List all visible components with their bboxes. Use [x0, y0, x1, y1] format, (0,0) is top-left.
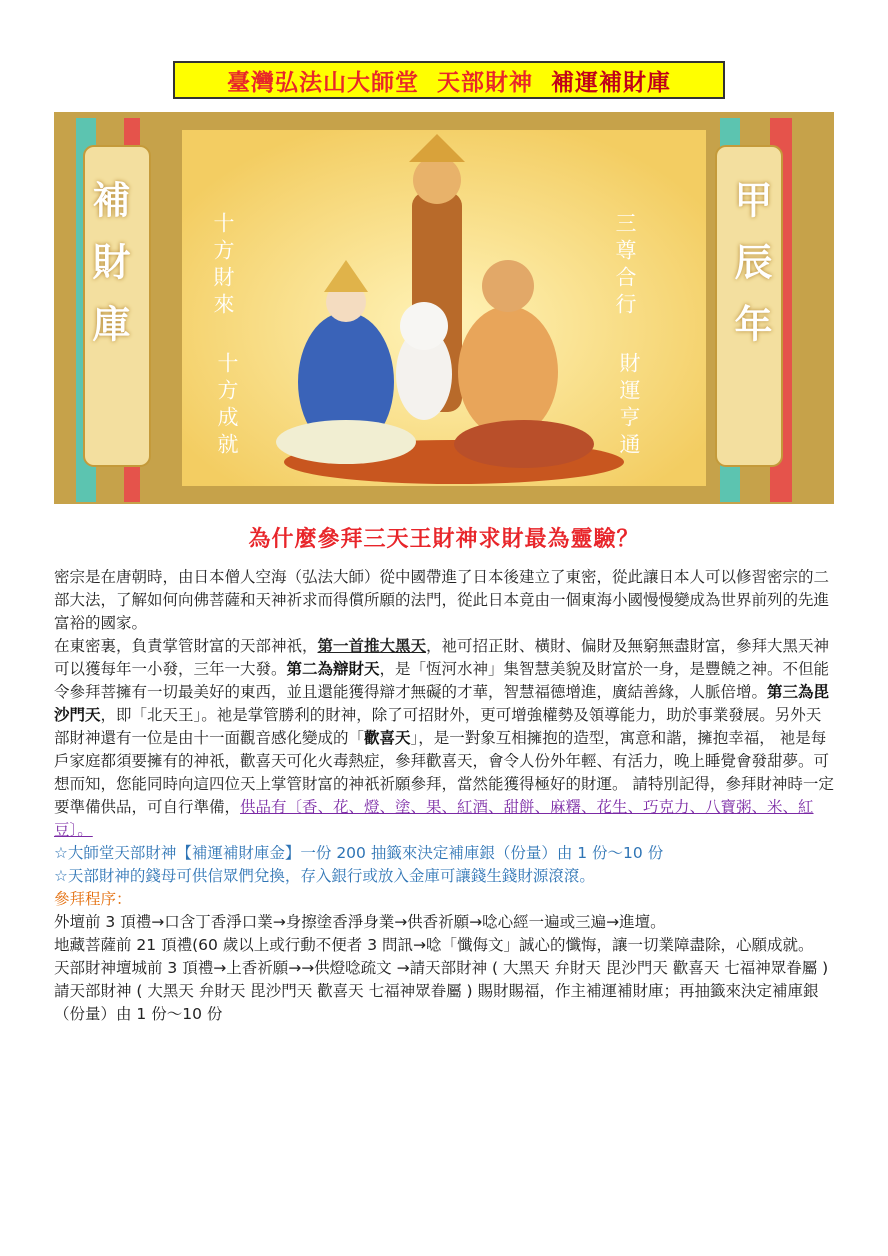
banner-right-caption-1: 三尊合行	[613, 212, 637, 320]
text-segment: ，即「北天王」。祂是掌管勝利的財神，除了可招財外，更可增強權勢及領導能力，助於事業發展。另外天部財神還有一位是由十一面觀音感化變成的「	[54, 706, 822, 747]
title-ritual: 補運補財庫	[551, 68, 671, 96]
paragraph-deities	[54, 635, 834, 842]
highlight-kangiten: 歡喜天	[364, 729, 411, 747]
banner-image	[54, 112, 834, 504]
procedure-step-3: 天部財神壇城前 3 頂禮→上香祈願→→供燈唸疏文 →請天部財神 ( 大黑天 弁財天 毘沙門天 歡喜天 七福神眾眷屬 )	[54, 959, 829, 977]
procedure-step-2: 地藏菩薩前 21 頂禮(60 歲以上或行動不便者 3 問訊→唸「懺侮文」誠心的懺悔，讓一切業障盡除，心願成就。	[54, 936, 814, 954]
note-offering-price: ☆大師堂天部財神【補運補財庫金】一份 200 抽籤來決定補庫銀（份量）由 1 份～10 份	[54, 844, 664, 862]
page-title-box	[173, 61, 725, 99]
title-temple: 臺灣弘法山大師堂	[227, 68, 419, 96]
procedure-step-1: 外壇前 3 頂禮→口含丁香淨口業→身擦塗香淨身業→供香祈願→唸心經一遍或三遍→進壇。	[54, 913, 666, 931]
text-segment: ，是「恆河水神」集智慧美貌及財富於一身，是豐饒之神。不但能令參拜菩擁有一切最美好的東西，並且還能獲得辯才無礙的才華，智慧福德增進，廣結善緣，人脈倍增。	[54, 660, 830, 701]
offerings-list: 供品有〔香、花、燈、塗、果、紅酒、甜餅、麻糬、花生、巧克力、八寶粥、米、紅豆〕。	[54, 798, 814, 839]
banner-right-scroll-text: 甲辰年	[728, 180, 773, 366]
section-heading: 為什麼參拜三天王財神求財最為靈驗？	[248, 526, 640, 552]
banner-left-caption-2: 十方成就	[215, 352, 239, 460]
banner-left-scroll-text: 補財庫	[86, 180, 131, 366]
text-segment: 」，是一對象互相擁抱的造型，寓意和諧，擁抱幸福， 祂是每戶家庭都須要擁有的神祇，歡喜天可化火毒熱症，參拜歡喜天，會令人份外年輕、有活力，晚上睡覺會發甜夢。可想而知，您能同時向這四位天上掌管財富的神祇祈願參拜，當然能獲得極好的財運。 請特別記得，參拜財神時一定要準備供品，可自行準備，	[54, 729, 834, 816]
text-segment: 在東密裏，負責掌管財富的天部神祇，	[54, 637, 318, 655]
note-money-mother: ☆天部財神的錢母可供信眾們兌換，存入銀行或放入金庫可讓錢生錢財源滾滾。	[54, 867, 595, 885]
banner-left-caption-1: 十方財來	[211, 212, 235, 320]
title-deity: 天部財神	[437, 68, 533, 96]
body-content	[54, 566, 834, 1026]
procedure-step-4: 請天部財神 ( 大黑天 弁財天 毘沙門天 歡喜天 七福神眾眷屬 ) 賜財賜福，作主補運補財庫；再抽籤來決定補庫銀（份量）由 1 份～10 份	[54, 982, 819, 1023]
banner-right-caption-2: 財運亨通	[617, 352, 641, 460]
highlight-daikokuten: 第一首推大黑天	[317, 637, 427, 655]
highlight-benzaiten: 第二為辯財天	[286, 660, 380, 678]
paragraph-intro: 密宗是在唐朝時，由日本僧人空海（弘法大師）從中國帶進了日本後建立了東密，從此讓日本人可以修習密宗的二部大法，了解如何向佛菩薩和天神祈求而得償所願的法門，從此日本竟由一個東海小國慢慢變成為世界前列的先進富裕的國家。	[54, 568, 830, 632]
procedure-label: 參拜程序：	[54, 890, 132, 908]
highlight-bishamonten: 第三為毘沙門天	[54, 683, 830, 724]
text-segment: ，祂可招正財、橫財、偏財及無窮無盡財富，參拜大黑天神可以獲每年一小發，三年一大發。	[54, 637, 830, 678]
